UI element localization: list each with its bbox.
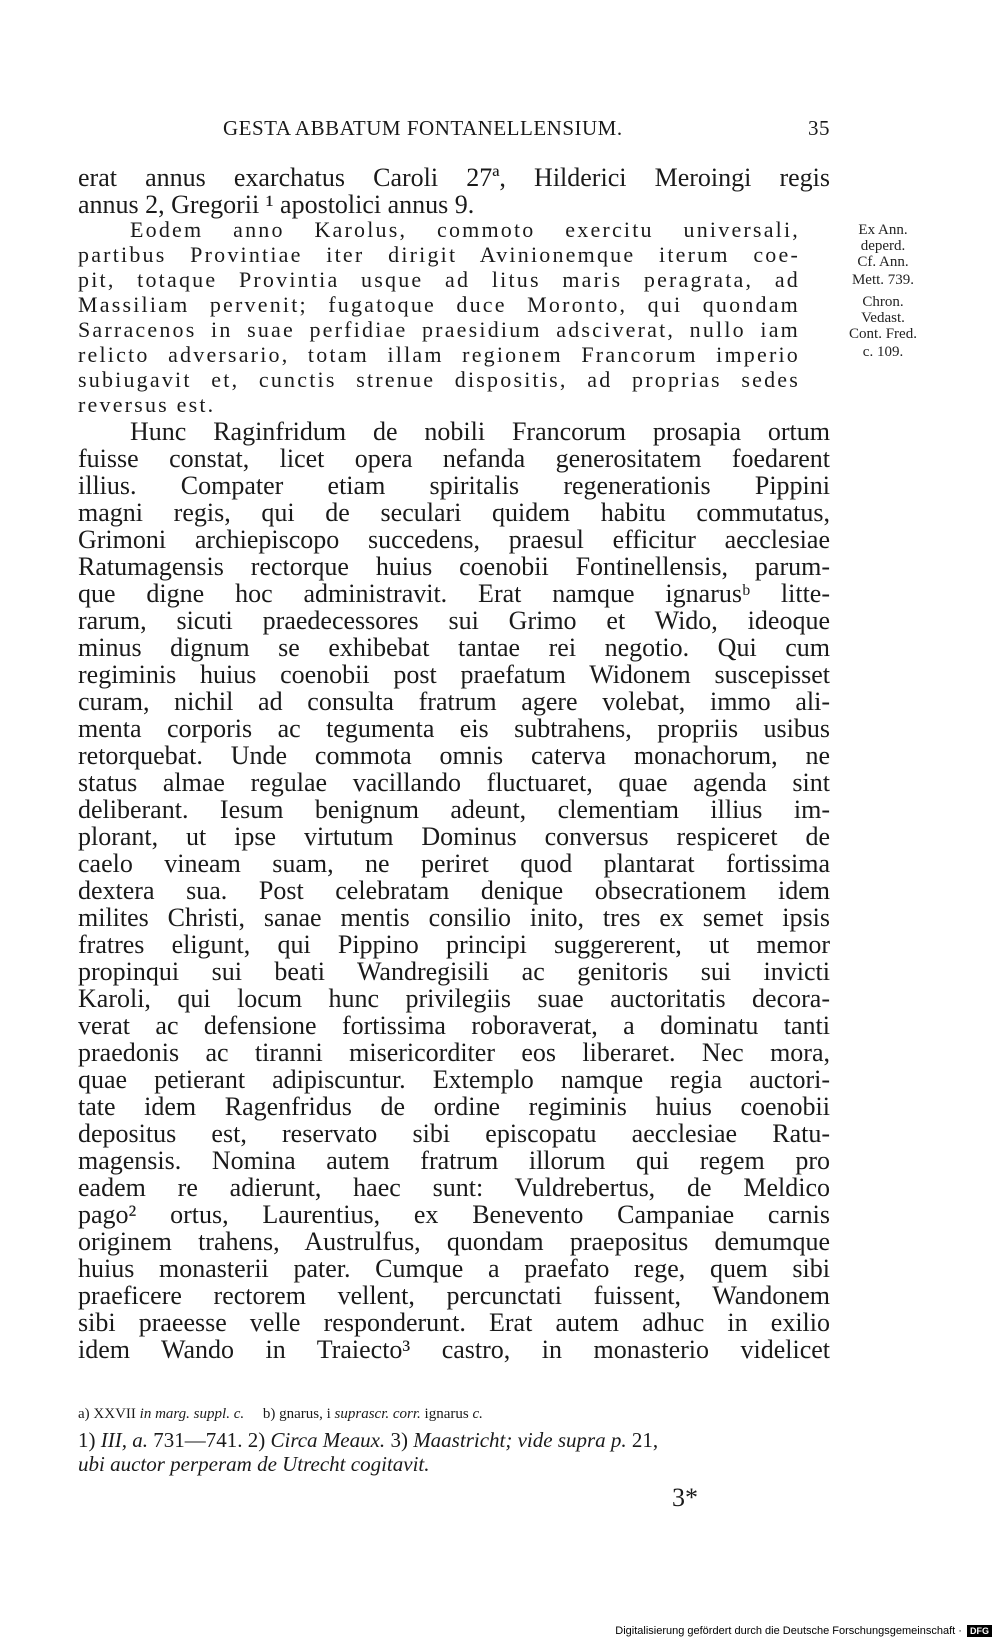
body-line: magni regis, qui de seculari quidem habitu commutatus,: [78, 498, 830, 527]
body-line: partibus Provintiae iter dirigit Avinionemque iterum coe-: [78, 242, 800, 267]
body-line: Eodem anno Karolus, commoto exercitu universali,: [130, 217, 800, 242]
body-line: que digne hoc administravit. Erat namque ignarusᵇ litte-: [78, 579, 830, 608]
body-line: relicto adversario, totam illam regionem Francorum imperio: [78, 342, 800, 367]
body-line: verat ac defensione fortissima roboraverat, a dominatu tanti: [78, 1011, 830, 1040]
margin-note: Mett. 739.: [851, 272, 915, 288]
body-line: Hunc Raginfridum de nobili Francorum prosapia ortum: [130, 417, 830, 446]
body-line: magensis. Nomina autem fratrum illorum qui regem pro: [78, 1146, 830, 1175]
footnote-text: Maastricht; vide supra p.: [413, 1428, 627, 1452]
body-line: propinqui sui beati Wandregisili ac genitoris sui invicti: [78, 957, 830, 986]
body-line: regiminis huius coenobii post praefatum Widonem suscepisset: [78, 660, 830, 689]
body-line: plorant, ut ipse virtutum Dominus conversus respiceret de: [78, 822, 830, 851]
body-line: deliberant. Iesum benignum adeunt, clementiam illius im-: [78, 795, 830, 824]
body-line: curam, nichil ad consulta fratrum agere volebat, immo ali-: [78, 687, 830, 716]
body-line: illius. Compater etiam spiritalis regenerationis Pippini: [78, 471, 830, 500]
body-line: Ratumagensis rectorque huius coenobii Fontinellensis, parum-: [78, 552, 830, 581]
credit-text: Digitalisierung gefördert durch die Deutsche Forschungsgemeinschaft ·: [615, 1624, 962, 1637]
footnote-mark: 1): [78, 1428, 101, 1452]
body-line: eadem re adierunt, haec sunt: Vuldrebertus, de Meldico: [78, 1173, 830, 1202]
body-line: Grimoni archiepiscopo succedens, praesul efficitur aecclesiae: [78, 525, 830, 554]
body-line: minus dignum se exhibebat tantae rei negotio. Qui cum: [78, 633, 830, 662]
footnote-text: 731—741. 2): [147, 1428, 271, 1452]
footnote-text: III, a.: [100, 1428, 148, 1452]
body-line: fuisse constat, licet opera nefanda generositatem foedarent: [78, 444, 830, 473]
signature-mark: 3*: [672, 1483, 698, 1512]
body-line: caelo vineam suam, ne periret quod plantarat fortissima: [78, 849, 830, 878]
body-line: menta corporis ac tegumenta eis subtrahens, propriis usibus: [78, 714, 830, 743]
body-line: status almae regulae vacillando fluctuaret, quae agenda sint: [78, 768, 830, 797]
body-line: retorquebat. Unde commota omnis caterva monachorum, ne: [78, 741, 830, 770]
body-line: Sarracenos in suae perfidiae praesidium adsciverat, nullo iam: [78, 317, 800, 342]
footnote-text: XXVII: [93, 1406, 136, 1422]
footnote-text: ignarus: [424, 1406, 469, 1422]
page-number: 35: [808, 116, 830, 140]
body-line: milites Christi, sanae mentis consilio inito, tres ex semet ipsis: [78, 903, 830, 932]
body-line: rarum, sicuti praedecessores sui Grimo et Wido, ideoque: [78, 606, 830, 635]
footnote-text: Circa Meaux.: [270, 1428, 386, 1452]
body-line: annus 2, Gregorii ¹ apostolici annus 9.: [78, 190, 475, 219]
body-line: originem trahens, Austrulfus, quondam praepositus demumque: [78, 1227, 830, 1256]
body-line: Massiliam pervenit; fugatoque duce Moronto, qui quondam: [78, 292, 800, 317]
body-line: quae petierant adipiscuntur. Extemplo namque regia auctori-: [78, 1065, 830, 1094]
body-line: fratres eligunt, qui Pippino principi suggererent, ut memor: [78, 930, 830, 959]
footnote-mark: 3): [385, 1428, 414, 1452]
body-line: pit, totaque Provintia usque ad litus maris peragrata, ad: [78, 267, 800, 292]
body-line: praedonis ac tiranni misericorditer eos liberaret. Nec mora,: [78, 1038, 830, 1067]
body-line: sibi praeesse velle responderunt. Erat autem adhuc in exilio: [78, 1308, 830, 1337]
body-line: praeficere rectorem vellent, percunctati fuissent, Wandonem: [78, 1281, 830, 1310]
variant-footnote: [78, 1406, 483, 1423]
body-line: erat annus exarchatus Caroli 27ª, Hilderici Meroingi regis: [78, 163, 830, 192]
dfg-logo: DFG: [967, 1625, 992, 1637]
margin-note: c. 109.: [862, 344, 904, 360]
footnote-text: ubi auctor perperam de Utrecht cogitavit.: [78, 1452, 430, 1476]
margin-note: Chron.: [862, 294, 904, 310]
numbered-footnote-continued: [78, 1452, 830, 1476]
body-line: pago² ortus, Laurentius, ex Benevento Campaniae carnis: [78, 1200, 830, 1229]
body-line: subiugavit et, cunctis strenue dispositis, ad proprias sedes: [78, 367, 800, 392]
footnote-text: gnarus,: [279, 1406, 323, 1422]
margin-note: Cf. Ann.: [857, 254, 909, 270]
footnote-text: in marg. suppl. c.: [139, 1406, 245, 1422]
footnote-text: suprascr. corr.: [334, 1406, 421, 1422]
footnote-text: 21,: [626, 1428, 659, 1452]
body-line: tate idem Ragenfridus de ordine regiminis huius coenobii: [78, 1092, 830, 1121]
body-line: dextera sua. Post celebratam denique obsecrationem idem: [78, 876, 830, 905]
body-line: reversus est.: [78, 392, 216, 417]
footnote-mark: b): [262, 1406, 276, 1422]
margin-note: Ex Ann.: [858, 222, 908, 238]
running-title: GESTA ABBATUM FONTANELLENSIUM.: [223, 116, 623, 140]
footnote-text: i: [326, 1406, 331, 1422]
margin-note: Vedast.: [861, 310, 905, 326]
body-line: idem Wando in Traiecto³ castro, in monasterio videlicet: [78, 1335, 830, 1364]
numbered-footnote: [78, 1428, 830, 1452]
body-line: Karoli, qui locum hunc privilegiis suae auctoritatis decora-: [78, 984, 830, 1013]
margin-note: Cont. Fred.: [849, 326, 917, 342]
digitization-credit: [615, 1625, 992, 1637]
footnote-mark: a): [78, 1406, 90, 1422]
body-line: huius monasterii pater. Cumque a praefato rege, quem sibi: [78, 1254, 830, 1283]
body-line: depositus est, reservato sibi episcopatu aecclesiae Ratu-: [78, 1119, 830, 1148]
margin-note: deperd.: [860, 238, 906, 254]
footnote-text: c.: [472, 1406, 483, 1422]
